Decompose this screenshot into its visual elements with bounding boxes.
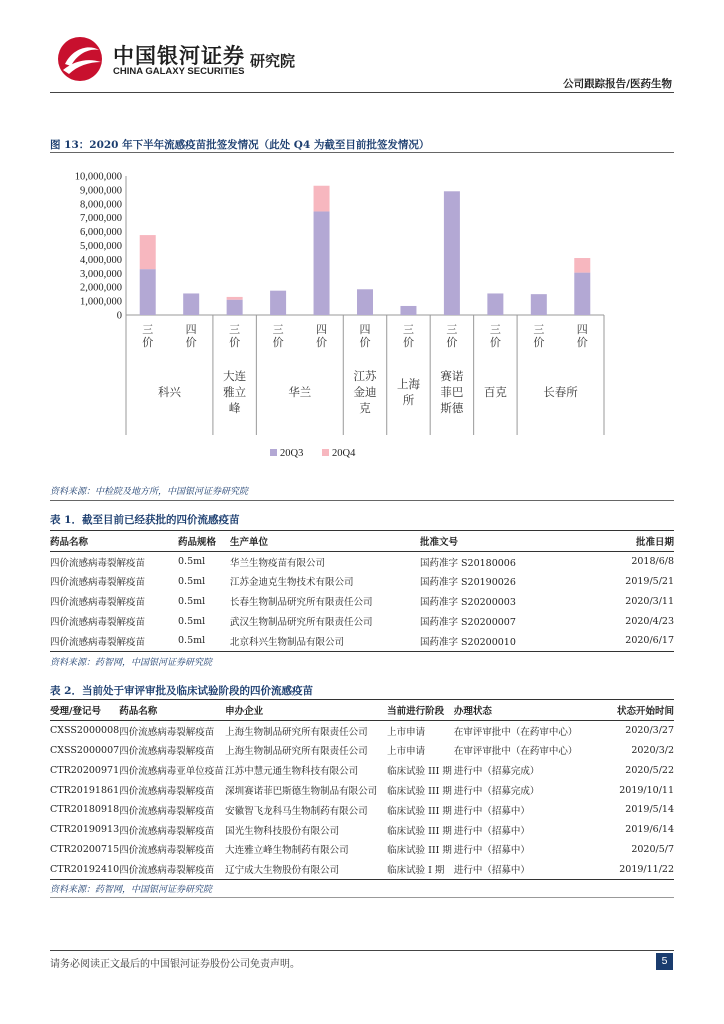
table-row — [50, 591, 674, 611]
table-row — [50, 551, 674, 571]
footer-divider — [50, 950, 674, 951]
table-cell: 国药准字 S20200010 — [420, 631, 596, 651]
table-cell: 国药准字 S20200003 — [420, 597, 516, 609]
table-header-cell: 状态开始时间 — [587, 700, 674, 721]
figure-source: 资料来源：中检院及地方所，中国银河证券研究院 — [50, 487, 249, 497]
table-cell: 武汉生物制品研究所有限责任公司 — [230, 617, 373, 629]
table-cell: CTR20180918 — [50, 804, 120, 816]
bar-20q4 — [574, 258, 590, 273]
x-tick-label: 价 — [489, 336, 501, 349]
y-tick-label: 7,000,000 — [80, 213, 122, 225]
table-cell: 四价流感病毒裂解疫苗 — [119, 845, 215, 857]
table-cell: 四价流感病毒裂解疫苗 — [50, 631, 178, 651]
table-cell: 2019/5/14 — [625, 804, 674, 816]
table-row — [50, 720, 674, 740]
batch-release-chart — [50, 160, 674, 480]
y-tick-label: 2,000,000 — [80, 282, 122, 294]
bar-20q3 — [183, 293, 199, 315]
table-cell: 江苏中慧元通生物科技有限公司 — [225, 766, 359, 778]
group-label: 科兴 — [157, 385, 181, 399]
table-cell: 国光生物科技股份有限公司 — [225, 825, 340, 837]
table-cell: 深圳赛诺菲巴斯德生物制品有限公司 — [225, 786, 378, 798]
legend-label-20q3: 20Q3 — [280, 448, 304, 459]
bar-20q3 — [140, 269, 156, 315]
y-tick-label: 10,000,000 — [74, 171, 122, 183]
legend-swatch-20q3 — [270, 449, 277, 456]
y-tick-label: 1,000,000 — [80, 296, 122, 308]
table-cell: CTR20200971 — [50, 764, 120, 776]
brand-name-en: CHINA GALAXY SECURITIES — [113, 66, 245, 77]
group-label: 上海 — [396, 377, 420, 391]
x-tick-label: 价 — [185, 336, 197, 349]
table-cell: CTR20192410 — [50, 859, 119, 879]
table-cell: 四价流感病毒裂解疫苗 — [119, 805, 215, 817]
page-number: 5 — [656, 953, 673, 970]
x-tick-label: 价 — [272, 336, 284, 349]
x-tick-label: 价 — [533, 336, 545, 349]
group-label: 菲巴 — [440, 385, 464, 399]
table-header-cell: 受理/登记号 — [50, 700, 119, 721]
institute-label: 研究院 — [250, 52, 296, 70]
group-label: 江苏 — [353, 369, 377, 383]
table-cell: 0.5ml — [178, 575, 206, 587]
table-cell: 华兰生物疫苗有限公司 — [230, 557, 326, 569]
table-header-cell: 批准日期 — [596, 531, 674, 552]
group-label: 华兰 — [288, 385, 312, 399]
table-cell: 大连雅立峰生物制药有限公司 — [225, 845, 349, 857]
table-cell: 江苏金迪克生物技术有限公司 — [230, 577, 354, 589]
table-cell: 四价流感病毒裂解疫苗 — [50, 617, 146, 629]
y-tick-label: 6,000,000 — [80, 227, 122, 239]
bar-20q4 — [314, 186, 330, 212]
table-header-cell: 药品名称 — [50, 531, 178, 552]
x-tick-label: 三 — [533, 323, 545, 336]
table-cell: 2020/5/7 — [631, 843, 674, 855]
table-cell: 0.5ml — [178, 631, 230, 651]
table-cell: 进行中（招募中） — [453, 805, 530, 817]
table-cell: CTR20190913 — [50, 824, 120, 836]
figure-top-divider — [50, 152, 674, 153]
table-header-cell: 批准文号 — [420, 531, 596, 552]
group-label: 峰 — [228, 401, 241, 415]
bar-20q3 — [487, 293, 503, 315]
table1-title: 表 1．截至目前已经获批的四价流感疫苗 — [50, 514, 240, 526]
y-tick-label: 0 — [116, 310, 122, 322]
table-cell: CTR20200715 — [50, 843, 120, 855]
table-cell: 临床试验 III 期 — [387, 786, 452, 798]
table-header-row — [50, 531, 674, 552]
table-row — [50, 780, 674, 800]
brand-name-cn: 中国银河证券 — [113, 44, 245, 68]
table-cell: 2019/10/11 — [619, 784, 674, 796]
table-header-cell: 药品规格 — [178, 531, 230, 552]
table-cell: 2020/5/22 — [625, 764, 674, 776]
group-label: 大连 — [223, 369, 247, 383]
legend-swatch-20q4 — [322, 449, 329, 456]
table-cell: 四价流感病毒裂解疫苗 — [50, 597, 146, 609]
group-label: 克 — [359, 401, 371, 415]
table-cell: 四价流感病毒裂解疫苗 — [119, 786, 215, 798]
group-label: 长春所 — [543, 385, 578, 399]
bar-20q3 — [227, 300, 243, 315]
approved-vaccines-table — [50, 530, 674, 652]
x-tick-label: 四 — [576, 323, 588, 336]
table-header-cell: 申办企业 — [225, 700, 387, 721]
table-cell: 长春生物制品研究所有限责任公司 — [230, 597, 373, 609]
table-cell: 2020/3/11 — [625, 595, 674, 607]
table-cell: 上海生物制品研究所有限责任公司 — [225, 746, 368, 758]
table-header-cell: 药品名称 — [119, 700, 225, 721]
table-cell: 上市申请 — [387, 726, 426, 738]
bar-20q3 — [444, 191, 460, 315]
x-tick-label: 三 — [142, 323, 154, 336]
table-cell: 安徽智飞龙科马生物制药有限公司 — [225, 805, 368, 817]
table2-bottom-divider — [50, 897, 674, 898]
group-label: 雅立 — [223, 385, 247, 399]
footer-disclaimer: 请务必阅读正文最后的中国银河证券股份公司免责声明。 — [50, 959, 300, 970]
table-cell: 上市申请 — [387, 746, 426, 758]
table-cell: 2020/3/27 — [625, 725, 674, 737]
table-cell: 2018/6/8 — [631, 556, 674, 568]
table-row — [50, 631, 674, 651]
table-cell: 在审评审批中（在药审中心） — [453, 726, 578, 738]
table-row — [50, 572, 674, 592]
table-cell: 进行中（招募中） — [453, 845, 530, 857]
table-header-cell: 当前进行阶段 — [387, 700, 454, 721]
x-tick-label: 四 — [185, 323, 197, 336]
x-tick-label: 三 — [229, 323, 241, 336]
table2-title: 表 2．当前处于审评审批及临床试验阶段的四价流感疫苗 — [50, 685, 313, 697]
group-label: 赛诺 — [440, 369, 464, 383]
table-cell: 四价流感病毒裂解疫苗 — [119, 746, 215, 758]
table-cell: 国药准字 S20180006 — [420, 557, 516, 569]
y-tick-label: 8,000,000 — [80, 199, 122, 211]
table-cell: 四价流感病毒裂解疫苗 — [119, 859, 225, 879]
table-row — [50, 611, 674, 631]
table-cell: CXSS2000008 — [50, 725, 120, 737]
x-tick-label: 三 — [489, 323, 501, 336]
table-cell: 进行中（招募中） — [453, 825, 530, 837]
table1-source: 资料来源：药智网，中国银河证券研究院 — [50, 658, 213, 668]
table-header-cell: 办理状态 — [454, 700, 587, 721]
x-tick-label: 价 — [402, 336, 414, 349]
table-row — [50, 859, 674, 879]
table-cell: 2019/11/22 — [587, 859, 674, 879]
bar-20q4 — [140, 235, 156, 269]
figure-title: 图 13：2020 年下半年流感疫苗批签发情况（此处 Q4 为截至目前批签发情况） — [50, 139, 430, 151]
bar-20q3 — [357, 289, 373, 315]
table-cell: 国药准字 S20190026 — [420, 577, 516, 589]
table-cell: 进行中（招募完成） — [453, 766, 540, 778]
table-cell: CXSS2000007 — [50, 744, 120, 756]
table-header-cell: 生产单位 — [230, 531, 420, 552]
pipeline-vaccines-table — [50, 699, 674, 880]
y-tick-label: 9,000,000 — [80, 185, 122, 197]
header-divider — [50, 92, 674, 93]
x-tick-label: 价 — [576, 336, 588, 349]
group-label: 斯德 — [440, 401, 464, 415]
x-tick-label: 价 — [359, 336, 371, 349]
table-cell: 2020/3/2 — [631, 744, 674, 756]
table-cell: 0.5ml — [178, 615, 206, 627]
table-cell: 进行中（招募中） — [454, 859, 587, 879]
table-cell: 临床试验 III 期 — [387, 825, 452, 837]
y-tick-label: 5,000,000 — [80, 241, 122, 252]
x-tick-label: 四 — [316, 323, 328, 336]
legend-label-20q4: 20Q4 — [332, 448, 356, 459]
table-cell: 临床试验 III 期 — [387, 805, 452, 817]
table-cell: CTR20191861 — [50, 784, 120, 796]
table-cell: 2019/5/21 — [625, 575, 674, 587]
bar-20q3 — [314, 211, 330, 315]
table-cell: 0.5ml — [178, 556, 206, 568]
table-cell: 四价流感病毒裂解疫苗 — [119, 726, 215, 738]
x-tick-label: 三 — [446, 323, 458, 336]
table-cell: 国药准字 S20200007 — [420, 617, 516, 629]
x-tick-label: 价 — [142, 336, 154, 349]
table-cell: 四价流感病毒裂解疫苗 — [50, 557, 146, 569]
group-label: 金迪 — [353, 385, 377, 399]
bar-20q3 — [400, 306, 416, 315]
table-cell: 上海生物制品研究所有限责任公司 — [225, 726, 368, 738]
table-row — [50, 760, 674, 780]
table-row — [50, 800, 674, 820]
table-cell: 进行中（招募完成） — [453, 786, 540, 798]
x-tick-label: 四 — [359, 323, 371, 336]
galaxy-logo-icon — [55, 34, 105, 84]
table-cell: 四价流感病毒裂解疫苗 — [50, 577, 146, 589]
bar-20q3 — [270, 291, 286, 315]
group-label: 百克 — [483, 385, 507, 399]
table-cell: 2020/6/17 — [596, 631, 674, 651]
x-tick-label: 三 — [402, 323, 414, 336]
table-cell: 北京科兴生物制品有限公司 — [230, 631, 420, 651]
table-row — [50, 820, 674, 840]
bar-20q3 — [531, 294, 547, 315]
table-cell: 四价流感病毒亚单位疫苗 — [119, 766, 224, 778]
table-cell: 2020/4/23 — [625, 615, 674, 627]
table-cell: 2019/6/14 — [625, 824, 674, 836]
table-cell: 辽宁成大生物股份有限公司 — [225, 859, 387, 879]
table-cell: 四价流感病毒裂解疫苗 — [119, 825, 215, 837]
table-row — [50, 840, 674, 860]
table-cell: 0.5ml — [178, 595, 206, 607]
x-tick-label: 价 — [229, 336, 241, 349]
y-tick-label: 3,000,000 — [80, 268, 122, 280]
table-cell: 临床试验 III 期 — [387, 845, 452, 857]
y-tick-label: 4,000,000 — [80, 254, 122, 266]
table2-source: 资料来源：药智网，中国银河证券研究院 — [50, 885, 213, 895]
group-label: 所 — [402, 393, 415, 407]
report-type: 公司跟踪报告/医药生物 — [563, 78, 672, 90]
bar-20q4 — [227, 297, 243, 300]
table-cell: 临床试验 I 期 — [387, 859, 454, 879]
x-tick-label: 三 — [272, 323, 284, 336]
table-cell: 在审评审批中（在药审中心） — [453, 746, 578, 758]
x-tick-label: 价 — [446, 336, 458, 349]
x-tick-label: 价 — [316, 336, 328, 349]
table-cell: 临床试验 III 期 — [387, 766, 452, 778]
table-header-row — [50, 700, 674, 721]
figure-bottom-divider — [50, 500, 674, 501]
bar-20q3 — [574, 273, 590, 315]
table-row — [50, 741, 674, 761]
